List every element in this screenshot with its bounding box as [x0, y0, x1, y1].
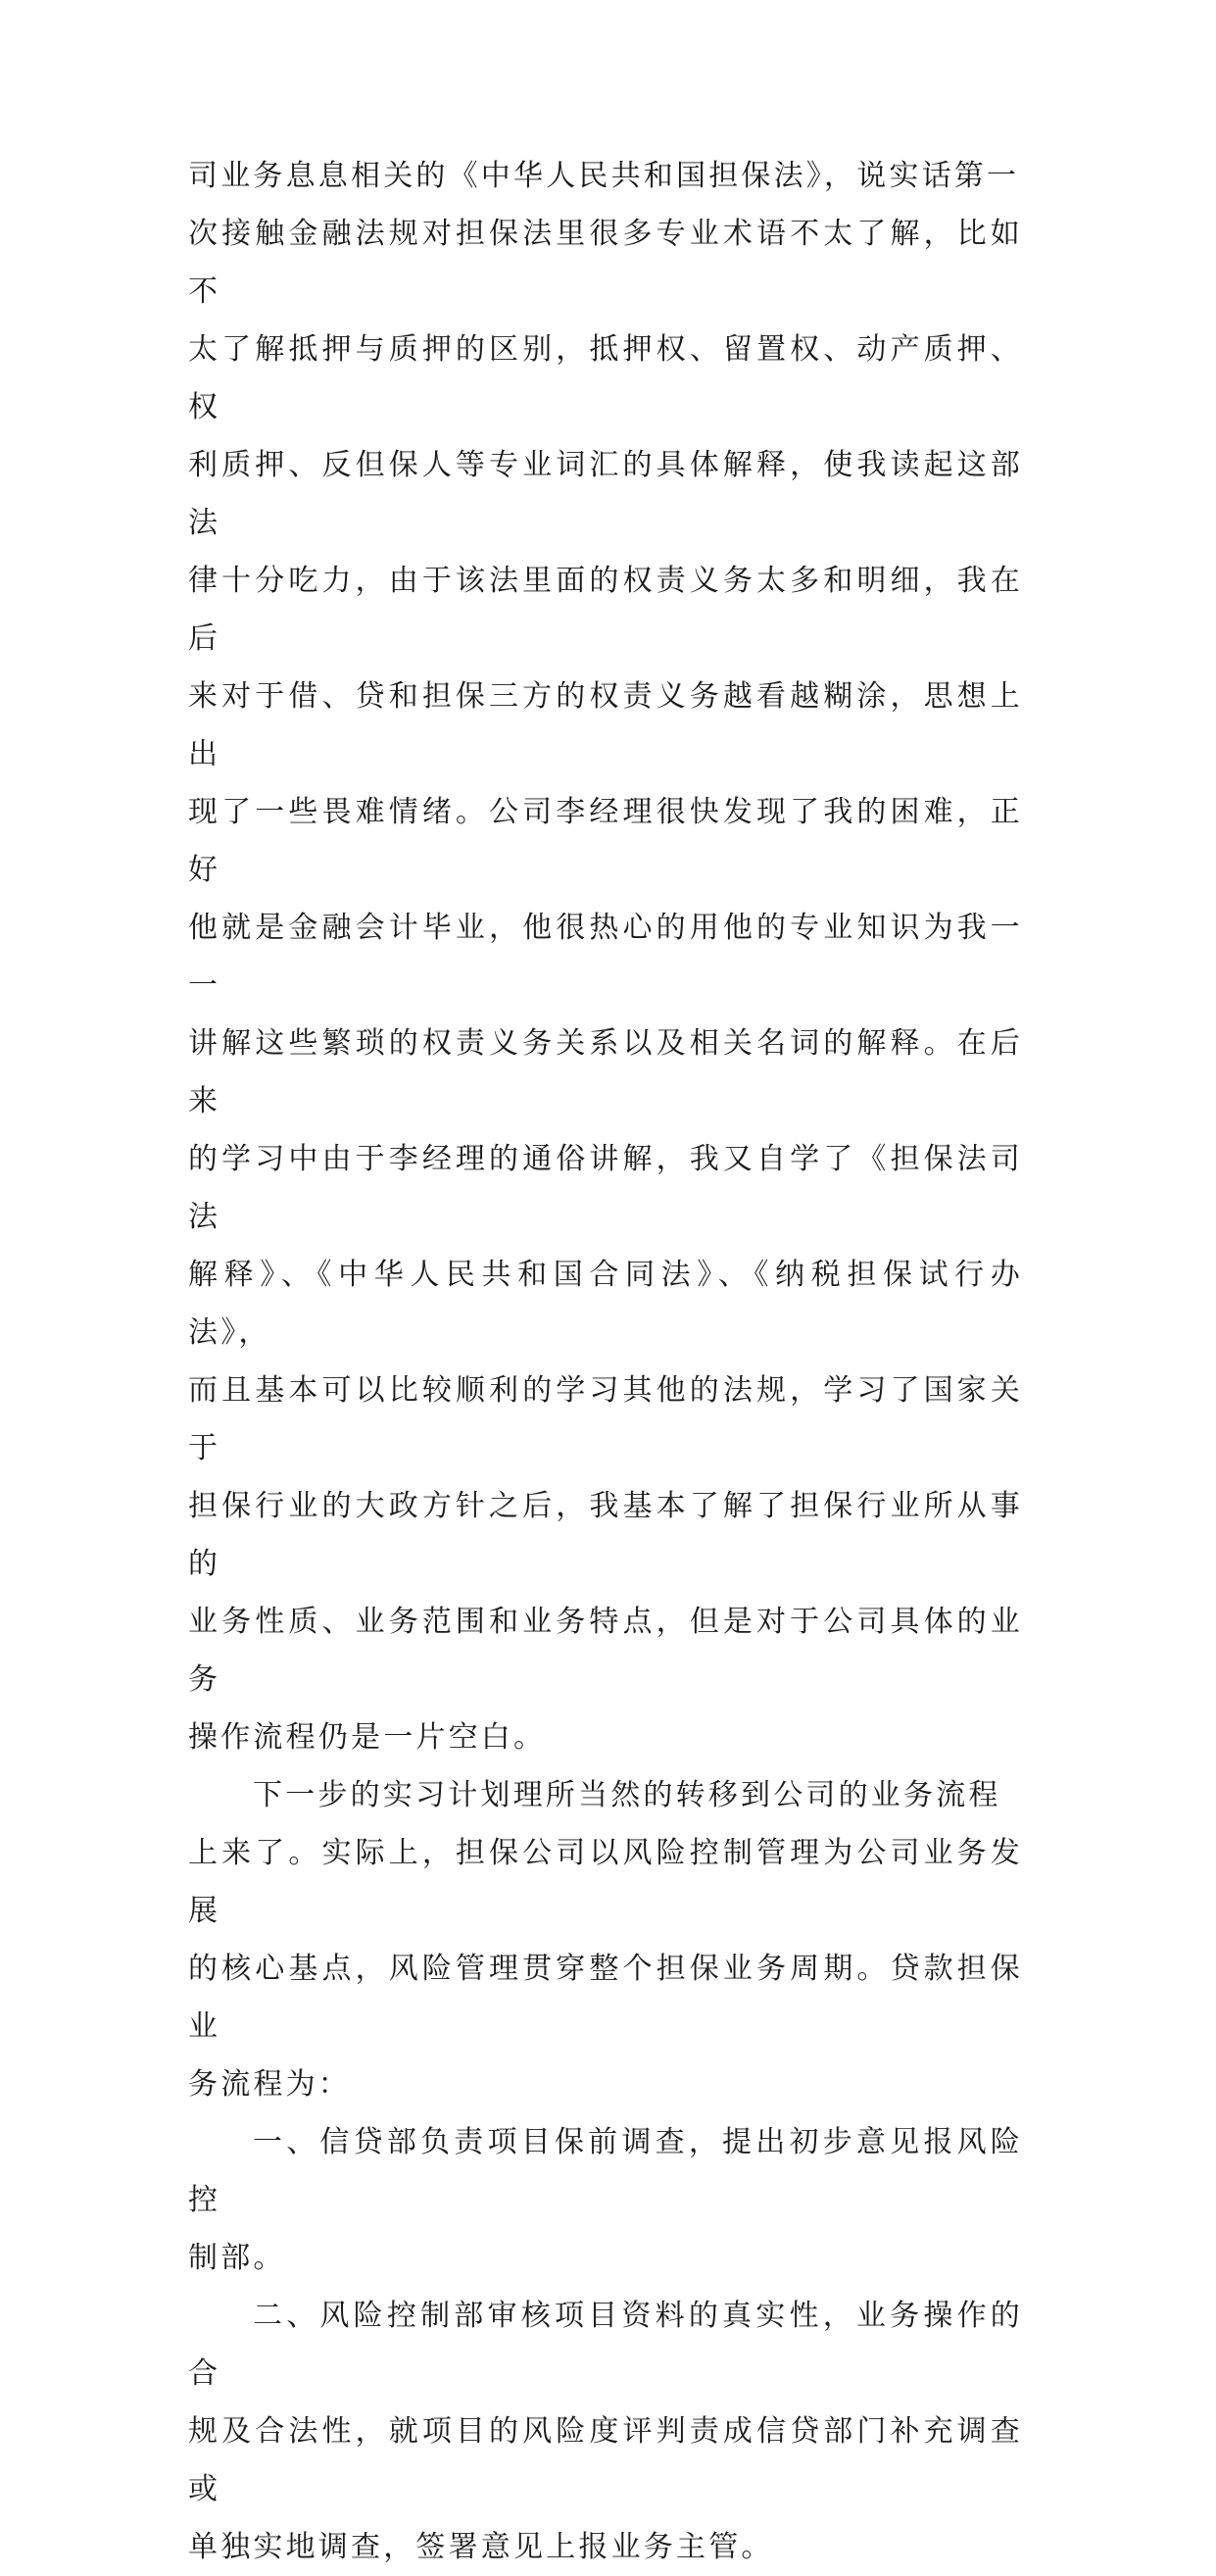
- text-line: 的学习中由于李经理的通俗讲解，我又自学了《担保法司法: [188, 1142, 1023, 1234]
- text-line: 他就是金融会计毕业，他很热心的用他的专业知识为我一一: [188, 911, 1023, 1003]
- text-line: 讲解这些繁琐的权责义务关系以及相关名词的解释。在后来: [188, 1026, 1023, 1118]
- text-line: 司业务息息相关的《中华人民共和国担保法》，说实话第一: [188, 159, 1020, 193]
- text-line: 业务性质、业务范围和业务特点，但是对于公司具体的业务: [188, 1605, 1023, 1697]
- text-line: 利质押、反但保人等专业词汇的具体解释，使我读起这部法: [188, 448, 1023, 540]
- text-line: 制部。: [188, 2241, 286, 2275]
- text-line: 的核心基点，风险管理贯穿整个担保业务周期。贷款担保业: [188, 1952, 1023, 2044]
- text-line: 律十分吃力，由于该法里面的权责义务太多和明细，我在后: [188, 564, 1023, 656]
- text-line: 单独实地调查，签署意见上报业务主管。: [188, 2530, 774, 2564]
- body-text: [188, 147, 1023, 2576]
- paragraph-1: [188, 147, 1023, 1766]
- text-line: 来对于借、贷和担保三方的权责义务越看越糊涂，思想上出: [188, 679, 1023, 771]
- paragraph-2: [188, 1766, 1023, 2113]
- text-line: 次接触金融法规对担保法里很多专业术语不太了解，比如不: [188, 217, 1023, 309]
- text-line: 而且基本可以比较顺利的学习其他的法规，学习了国家关于: [188, 1373, 1023, 1465]
- text-line: 一、信贷部负责项目保前调查，提出初步意见报风险控: [188, 2125, 1023, 2217]
- text-line: 解释》、《中华人民共和国合同法》、《纳税担保试行办法》，: [188, 1258, 1023, 1350]
- text-line: 担保行业的大政方针之后，我基本了解了担保行业所从事的: [188, 1489, 1023, 1581]
- text-line: 现了一些畏难情绪。公司李经理很快发现了我的困难，正好: [188, 795, 1023, 887]
- text-line: 上来了。实际上，担保公司以风险控制管理为公司业务发展: [188, 1836, 1023, 1928]
- text-line: 操作流程仍是一片空白。: [188, 1720, 547, 1755]
- paragraph-4: [188, 2287, 1023, 2576]
- text-line: 务流程为：: [188, 2067, 351, 2102]
- text-line: 下一步的实习计划理所当然的转移到公司的业务流程: [253, 1778, 1001, 1812]
- paragraph-3: [188, 2113, 1023, 2287]
- text-line: 规及合法性，就项目的风险度评判责成信贷部门补充调查或: [188, 2414, 1023, 2506]
- text-line: 二、风险控制部审核项目资料的真实性，业务操作的合: [188, 2299, 1023, 2391]
- text-line: 太了解抵押与质押的区别，抵押权、留置权、动产质押、权: [188, 332, 1023, 424]
